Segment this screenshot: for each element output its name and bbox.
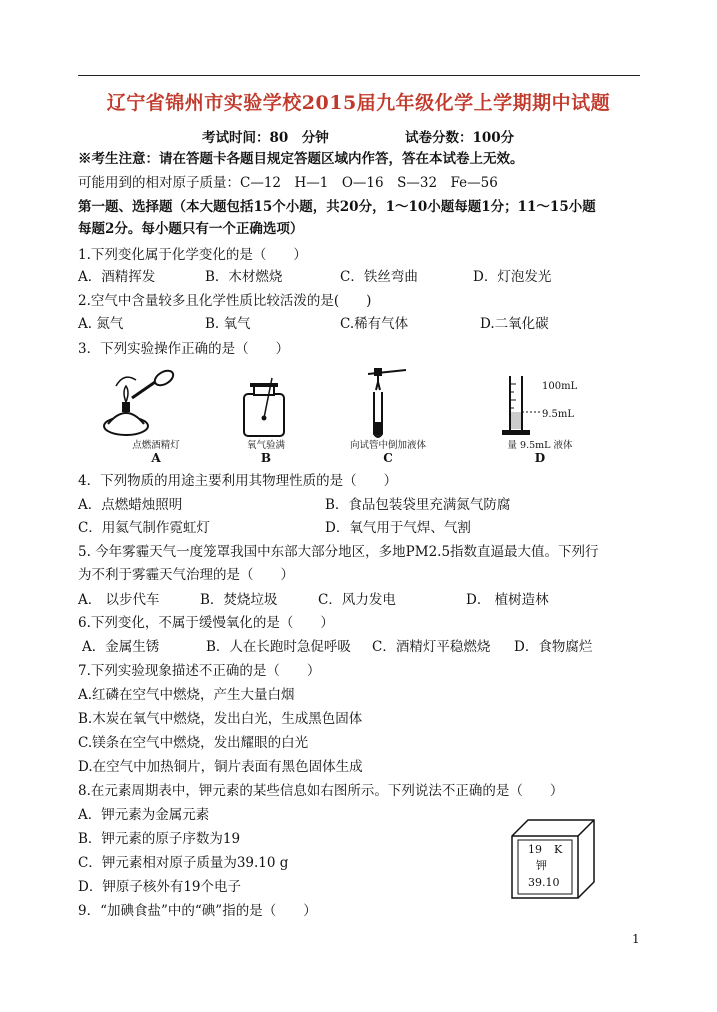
question-6: 6.下列变化，不属于缓慢氧化的是（ ）: [78, 615, 334, 631]
q7-option-d: D.在空气中加热铜片，铜片表面有黑色固体生成: [78, 759, 363, 775]
question-7: 7.下列实验现象描述不正确的是（ ）: [78, 663, 321, 679]
q1-option-b: B．木材燃烧: [205, 269, 283, 285]
q6-option-c: C．酒精灯平稳燃烧: [372, 639, 491, 655]
alcohol-lamp-icon: [96, 368, 216, 440]
q3-figures: [96, 368, 578, 465]
question-3: 3．下列实验操作正确的是（ ）: [78, 341, 290, 357]
element-number: 19: [528, 843, 542, 856]
test-tube-dropper-icon: [328, 368, 448, 440]
question-9: 9．“加碘食盐”中的“碘”指的是（ ）: [78, 903, 317, 919]
figure-c: [328, 368, 448, 464]
header-rule: [78, 75, 640, 76]
q4-option-a: A．点燃蜡烛照明: [78, 497, 183, 513]
element-box-icon: [508, 816, 596, 902]
element-name: 钾: [536, 859, 547, 872]
q2-option-b: B. 氧气: [205, 316, 251, 332]
figure-a-caption: 点燃酒精灯: [132, 440, 180, 451]
question-5-cont: 为不利于雾霾天气治理的是（ ）: [78, 567, 294, 583]
figure-a-letter: A: [151, 451, 161, 465]
graduated-cylinder-icon: [480, 368, 600, 440]
exam-time: 考试时间：80 分钟: [202, 130, 329, 146]
figure-d-letter: D: [534, 451, 546, 465]
element-symbol: K: [554, 843, 563, 856]
q5-option-b: B．焚烧垃圾: [200, 592, 278, 608]
question-4: 4．下列物质的用途主要利用其物理性质的是（ ）: [78, 473, 398, 489]
total-score: 试卷分数：100分: [405, 130, 515, 146]
gas-bottle-icon: [206, 368, 326, 440]
atomic-masses: 可能用到的相对原子质量：C—12 H—1 O—16 S—32 Fe—56: [78, 175, 498, 191]
q2-option-d: D.二氧化碳: [480, 316, 549, 332]
q2-option-c: C.稀有气体: [340, 316, 409, 332]
q4-option-b: B．食品包装袋里充满氮气防腐: [325, 497, 511, 513]
exam-title: 辽宁省锦州市实验学校2015届九年级化学上学期期中试题: [106, 92, 611, 114]
q8-option-d: D．钾原子核外有19个电子: [78, 879, 242, 895]
q1-option-a: A．酒精挥发: [78, 269, 156, 285]
q4-option-c: C．用氦气制作霓虹灯: [78, 520, 210, 536]
q2-option-a: A. 氮气: [78, 316, 124, 332]
question-2: 2.空气中含量较多且化学性质比较活泼的是( ): [78, 293, 372, 309]
q5-option-d: D． 植树造林: [466, 592, 549, 608]
q7-option-a: A.红磷在空气中燃烧，产生大量白烟: [78, 687, 295, 703]
figure-b-letter: B: [260, 451, 272, 465]
figure-d-mark-label: 9.5mL: [542, 409, 575, 420]
notice: ※考生注意：请在答题卡各题目规定答题区域内作答，答在本试卷上无效。: [78, 151, 524, 167]
q7-option-c: C.镁条在空气中燃烧，发出耀眼的白光: [78, 735, 309, 751]
question-1: 1.下列变化属于化学变化的是（ ）: [78, 247, 307, 263]
figure-b-caption: 氧气验满: [246, 440, 285, 451]
q8-option-a: A．钾元素为金属元素: [78, 807, 210, 823]
q5-option-c: C．风力发电: [318, 592, 396, 608]
figure-c-caption: 向试管中倒加液体: [349, 440, 426, 451]
q6-option-a: A．金属生锈: [82, 639, 160, 655]
section1-heading: 第一题、选择题（本大题包括15个小题，共20分，1～10小题每题1分；11～15小题: [78, 199, 596, 215]
question-5: 5. 今年雾霾天气一度笼罩我国中东部大部分地区，多地PM2.5指数直逼最大值。下列行: [78, 544, 599, 560]
figure-a: [96, 368, 216, 464]
q6-option-b: B．人在长跑时急促呼吸: [206, 639, 351, 655]
figure-d-caption: 量 9.5mL 液体: [507, 440, 573, 451]
q8-option-b: B．钾元素的原子序数为19: [78, 831, 241, 847]
q8-option-c: C．钾元素相对原子质量为39.10 g: [78, 855, 289, 871]
question-8: 8.在元素周期表中，钾元素的某些信息如右图所示。下列说法不正确的是（ ）: [78, 783, 564, 799]
figure-d: [480, 368, 600, 464]
potassium-element-tile: [508, 816, 596, 902]
page-number: 1: [632, 932, 640, 946]
q5-option-a: A． 以步代车: [78, 592, 160, 608]
figure-d-top-label: 100mL: [542, 381, 578, 392]
q1-option-c: C．铁丝弯曲: [340, 269, 418, 285]
q1-option-d: D．灯泡发光: [473, 269, 552, 285]
q6-option-d: D．食物腐烂: [514, 639, 593, 655]
element-mass: 39.10: [528, 876, 560, 889]
figure-c-letter: C: [383, 451, 393, 465]
section1-heading-cont: 每题2分。每小题只有一个正确选项）: [78, 221, 304, 237]
figure-b: [206, 368, 326, 464]
q4-option-d: D．氧气用于气焊、气割: [325, 520, 471, 536]
q7-option-b: B.木炭在氧气中燃烧，发出白光，生成黑色固体: [78, 711, 363, 727]
